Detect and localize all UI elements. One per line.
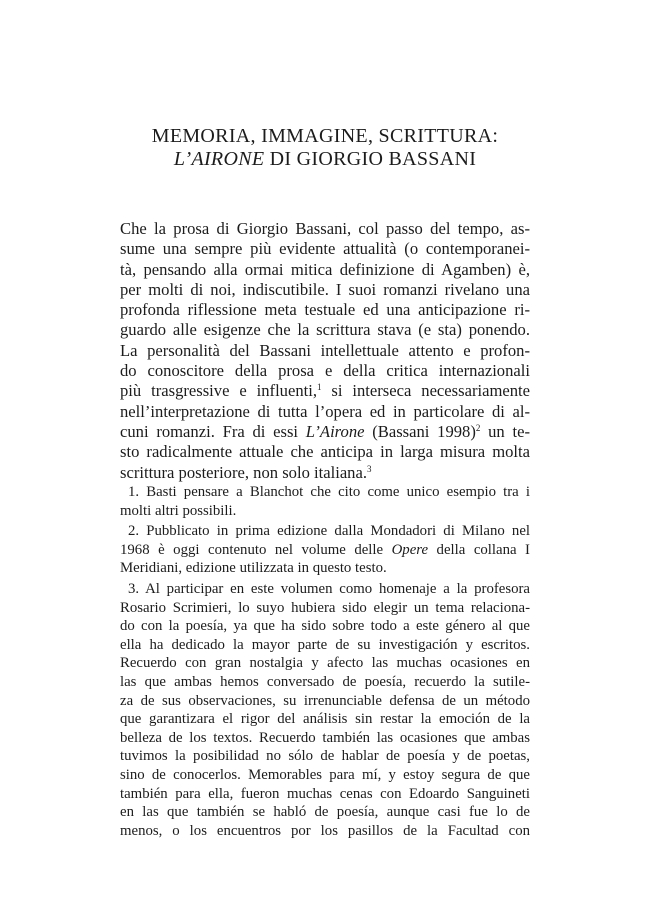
body-line: profonda riflessione meta testuale ed una anticipazione ri- (120, 300, 530, 320)
footnote-line: molti altri possibili. (120, 502, 237, 519)
body-line (120, 422, 530, 442)
footnote-line: do con la poesía, ya que ha sido sobre todo a este género al que (120, 618, 530, 635)
footnote-line: 2. Pubblicato in prima edizione dalla Mondadori di Milano nel (128, 523, 530, 540)
body-line: Che la prosa di Giorgio Bassani, col passo del tempo, as- (120, 219, 530, 238)
body-line (120, 463, 530, 483)
footnote-line: menos, o los encuentros por los pasillos de la Facultad con (120, 822, 530, 839)
body-line: sume una sempre più evidente attualità (o contemporanei- (120, 239, 530, 259)
footnote-line: 3. Al participar en este volumen como homenaje a la profesora (128, 580, 530, 597)
footnote-ref-2[interactable]: 2 (475, 422, 481, 433)
body-text-span: più trasgressive e influenti, (120, 381, 318, 401)
body-line: La personalità del Bassani intellettuale attento e profon- (120, 340, 530, 360)
body-text-span: (Bassani 1998) (364, 421, 476, 441)
footnote-3 (120, 580, 530, 840)
footnote-line (120, 541, 530, 560)
body-text-span: si interseca necessariamente (321, 381, 530, 401)
footnote-ref-3[interactable]: 3 (367, 463, 372, 474)
body-italic-work: L’Airone (305, 421, 365, 441)
footnote-2 (120, 522, 530, 578)
footnote-ref-1[interactable]: 1 (317, 382, 322, 393)
footnote-1 (120, 483, 530, 520)
body-line: per molti di noi, indiscutibile. I suoi romanzi rivelano una (120, 279, 530, 299)
footnote-line: Rosario Scrimieri, lo suyo hubiera sido elegir un tema relaciona- (120, 599, 530, 616)
footnote-italic-work: Opere (391, 541, 429, 558)
body-text-span: cuni romanzi. Fra di essi (120, 421, 306, 441)
body-line (120, 381, 530, 401)
footnote-line: las que ambas hemos conversado de poesía, recuerdo la sutile- (120, 673, 530, 690)
title-line-2-rest: DI GIORGIO BASSANI (264, 148, 477, 170)
body-line: do conoscitore della prosa e della critica internazionali (120, 361, 530, 381)
title-line-1: MEMORIA, IMMAGINE, SCRITTURA: (151, 125, 499, 147)
footnotes (120, 483, 530, 842)
footnote-text-span: della collana I (428, 541, 530, 558)
footnote-line: Meridiani, edizione utilizzata in questo testo. (120, 560, 387, 577)
body-text-span: scrittura posteriore, non solo italiana. (120, 462, 367, 482)
footnote-line: en las que también se habló de poesía, aunque casi fue lo de (120, 804, 530, 821)
footnote-line: que garantizara el rigor del análisis sin restar la emoción de la (120, 711, 530, 728)
footnote-line: za de sus observaciones, su irrenunciable defensa de un método (120, 692, 530, 709)
footnote-line: también para ella, fueron muchas cenas con Edoardo Sanguineti (120, 785, 530, 802)
chapter-title (120, 125, 530, 171)
footnote-line: ella ha dedicado la mayor parte de su investigación y escritos. (120, 636, 530, 653)
footnote-line: 1. Basti pensare a Blanchot che cito come unico esempio tra i (128, 484, 530, 500)
title-line-2 (120, 148, 530, 171)
footnote-line: tuvimos la posibilidad no sólo de hablar de poesía y de poetas, (120, 748, 530, 765)
body-line: nell’interpretazione di tutta l’opera ed in particolare di al- (120, 401, 530, 421)
body-text-span: un te- (480, 421, 530, 441)
body-line: sto radicalmente attuale che anticipa in larga misura molta (120, 442, 530, 462)
body-paragraph (120, 219, 530, 483)
footnote-line: belleza de los textos. Recuerdo también las ocasiones que ambas (120, 729, 530, 746)
footnote-line: Recuerdo con gran nostalgia y afecto las muchas ocasiones en (120, 655, 530, 672)
body-line: tà, pensando alla ormai mitica definizione di Agamben) è, (120, 259, 530, 279)
footnote-text-span: 1968 è oggi contenuto nel volume delle (120, 541, 392, 558)
title-italic-work: L’AIRONE (173, 148, 265, 170)
body-line: guardo alle esigenze che la scrittura stava (e sta) ponendo. (120, 320, 530, 340)
footnote-line: sino de conocerlos. Memorables para mí, y estoy segura de que (120, 766, 530, 783)
